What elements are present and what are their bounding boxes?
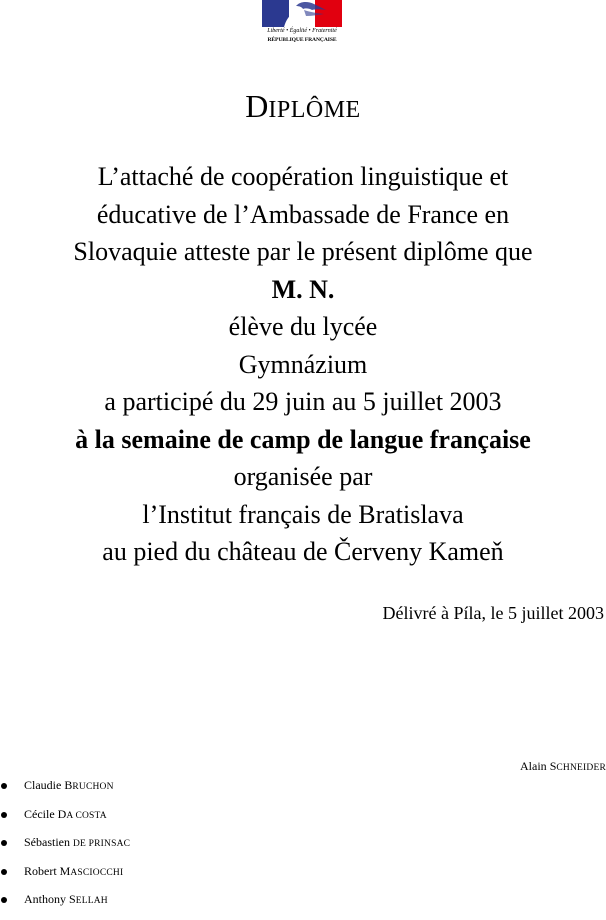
- member-last-initial: M: [59, 863, 71, 878]
- body-line: a participé du 29 juin au 5 juillet 2003: [104, 387, 502, 416]
- member-last-rest: RUCHON: [72, 782, 114, 792]
- body-line: au pied du château de Červeny Kameň: [102, 537, 504, 566]
- list-item: [0, 776, 130, 805]
- member-last-initial: B: [64, 778, 73, 792]
- signatory-first-name: Alain: [520, 759, 547, 773]
- bullet-icon: [1, 840, 7, 846]
- body-line: élève du lycée: [228, 312, 378, 341]
- body-line: éducative de l’Ambassade de France en: [96, 199, 510, 229]
- member-last-initial: S: [69, 892, 76, 907]
- issue-date-place: Délivré à Píla, le 5 juillet 2003: [382, 603, 604, 623]
- marianne-flag-icon: [262, 0, 342, 27]
- body-line: L’attaché de coopération linguistique et: [97, 162, 509, 191]
- body-line: organisée par: [233, 462, 373, 491]
- list-item: [0, 890, 130, 919]
- list-item: [0, 805, 130, 834]
- page-title: [0, 86, 606, 130]
- title-rest: IPLÔME: [268, 97, 361, 123]
- logo-name: RÉPUBLIQUE FRANÇAISE: [267, 37, 337, 43]
- signatory-last-rest: CHNEIDER: [556, 763, 606, 773]
- diploma-body: [0, 158, 606, 571]
- bullet-icon: [1, 783, 7, 789]
- bullet-icon: [1, 812, 7, 818]
- school-name: Gymnázium: [238, 349, 368, 379]
- title-initial: D: [245, 88, 269, 124]
- member-first-name: Sébastien: [24, 835, 70, 850]
- member-last-initial: D: [57, 806, 67, 821]
- member-last-rest: ELLAH: [75, 896, 108, 907]
- logo-blue-band: [262, 0, 289, 27]
- member-last-rest: DE PRINSAC: [73, 839, 131, 850]
- bullet-icon: [1, 897, 7, 903]
- member-last-rest: A COSTA: [66, 810, 107, 821]
- list-item: [0, 862, 130, 891]
- recipient-name: M. N.: [271, 274, 335, 304]
- team-list: [0, 776, 130, 919]
- organizer-name: l’Institut français de Bratislava: [142, 499, 464, 529]
- member-first-name: Robert: [24, 863, 57, 878]
- member-first-name: Anthony: [24, 892, 66, 907]
- bullet-icon: [1, 869, 7, 875]
- signatory-name: [520, 757, 606, 777]
- event-name: à la semaine de camp de langue française: [75, 424, 531, 454]
- body-line: Slovaquie atteste par le présent diplôme que: [73, 237, 533, 266]
- logo-motto: Liberté • Égalité • Fraternité: [267, 28, 337, 34]
- signatory-last-initial: S: [549, 759, 557, 773]
- member-first-name: Claudie: [24, 778, 62, 792]
- list-item: [0, 833, 130, 862]
- member-last-rest: ASCIOCCHI: [70, 867, 124, 878]
- member-first-name: Cécile: [24, 806, 55, 821]
